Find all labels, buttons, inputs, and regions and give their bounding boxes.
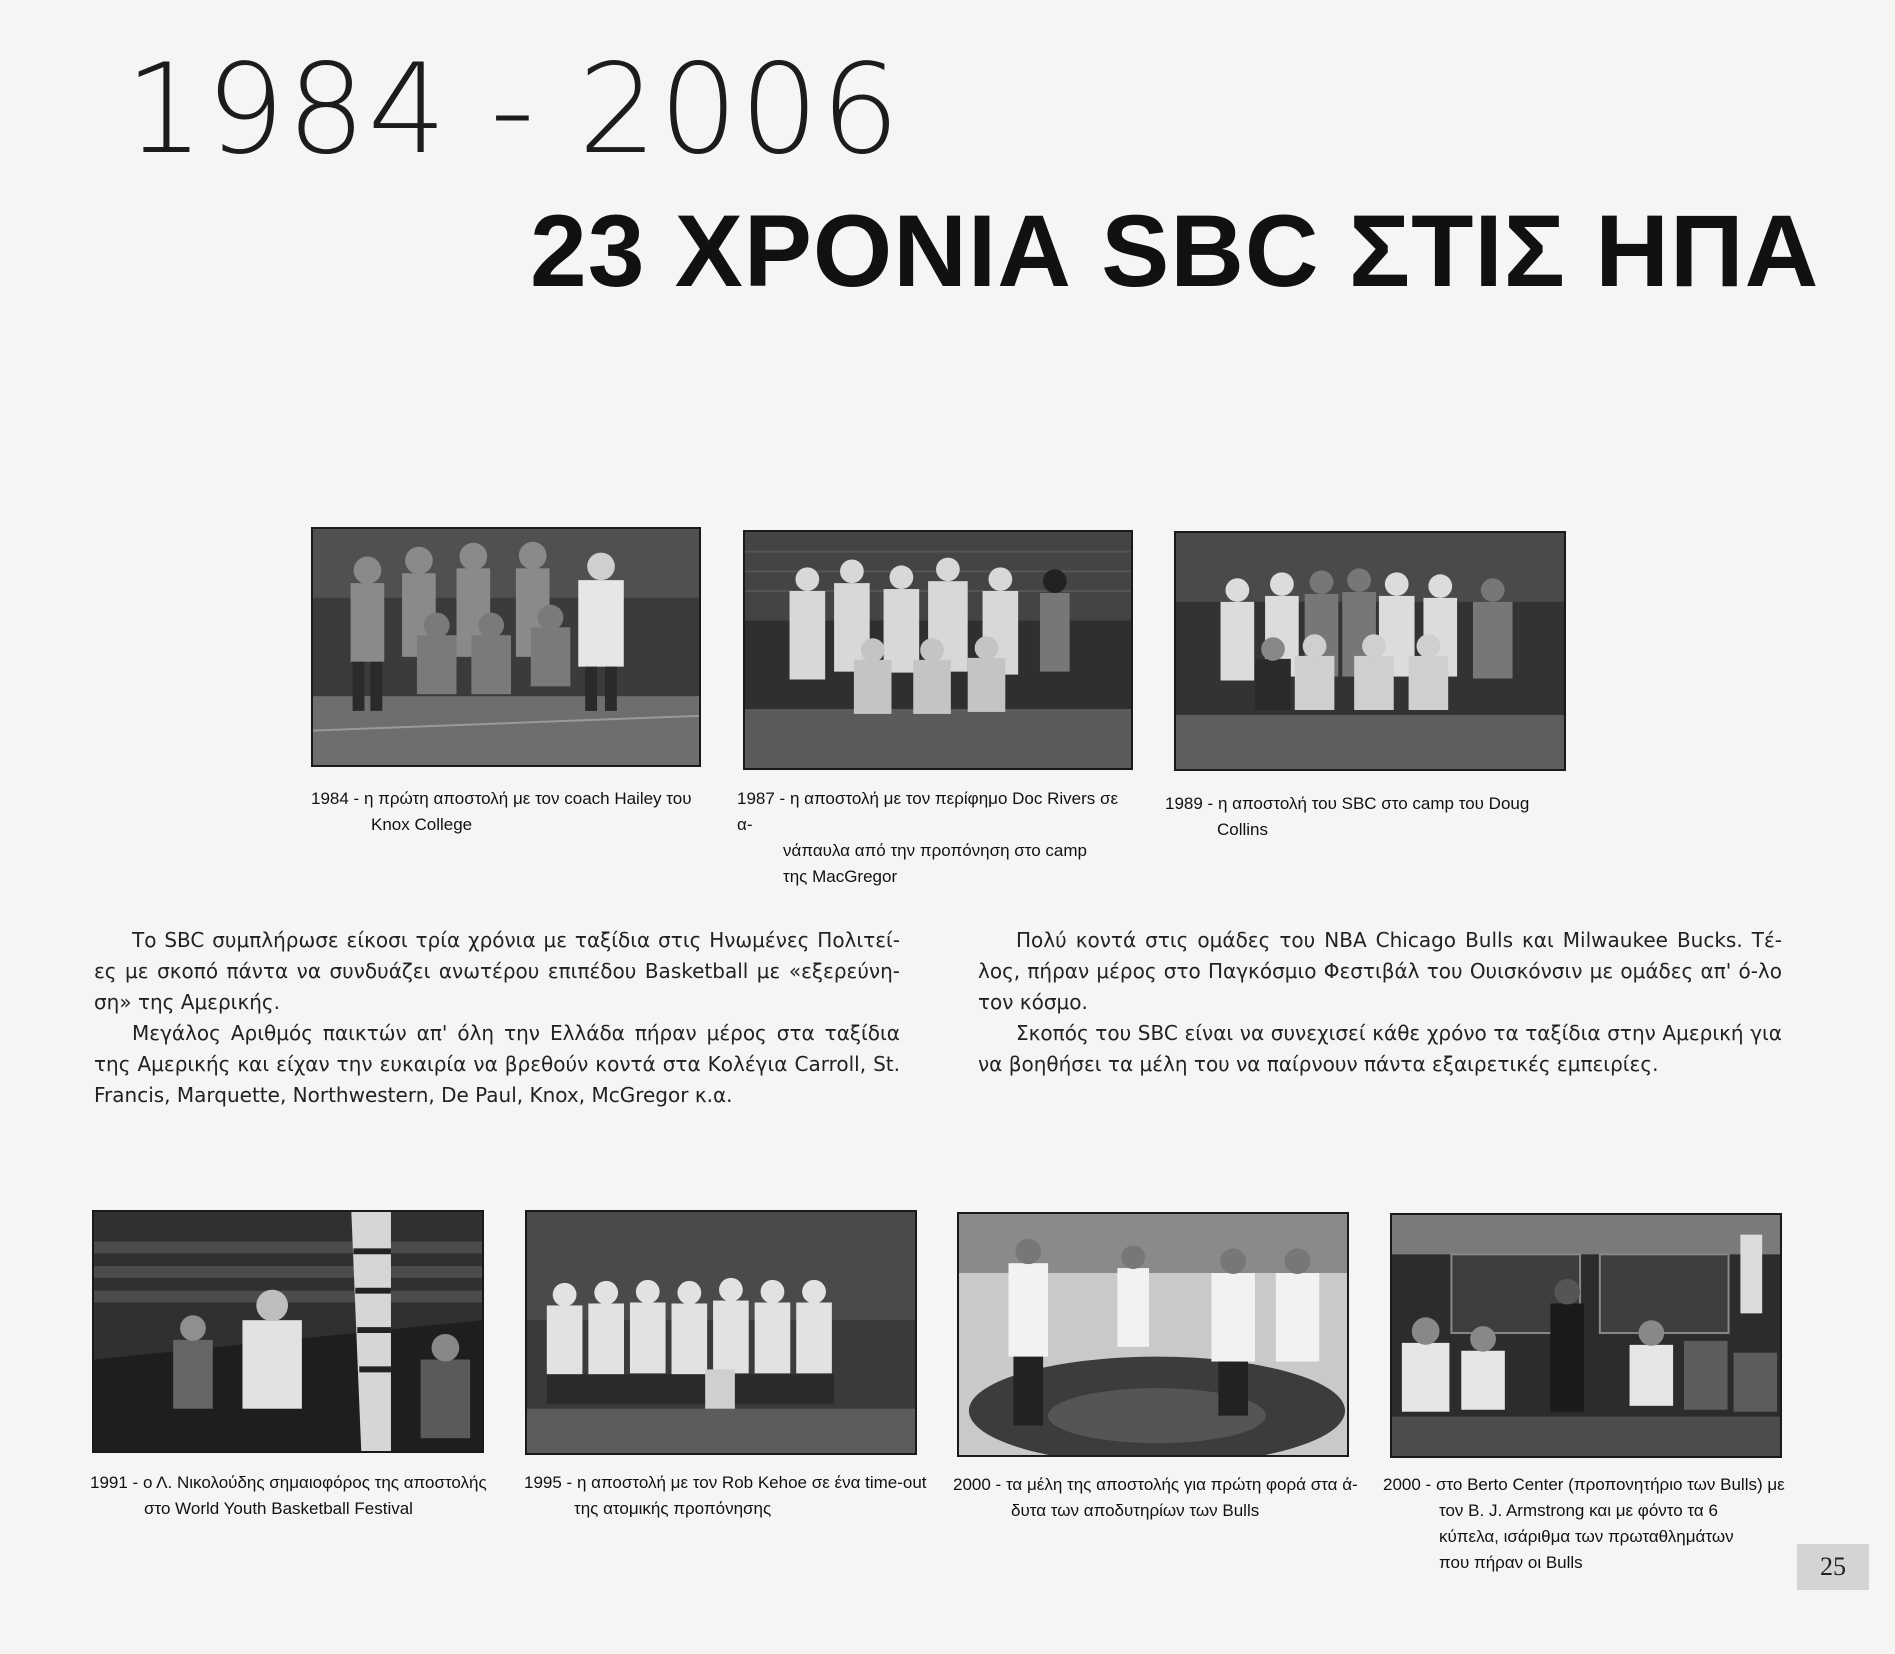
- caption-text-cont: δυτα των αποδυτηρίων των Bulls: [1011, 1501, 1260, 1520]
- caption-year: 1989 -: [1165, 794, 1214, 813]
- caption-year: 1995 -: [524, 1473, 573, 1492]
- caption-text: στο Berto Center (προπονητήριο των Bulls) με: [1435, 1475, 1785, 1494]
- body-paragraph: Πολύ κοντά στις ομάδες του NBA Chicago Bulls και Milwaukee Bucks. Τέ-λος, πήραν μέρος στο Παγκόσμιο Φεστιβάλ του Ουισκόνσιν με ομάδες απ' ό-λο τον κόσμο.: [978, 928, 1782, 1014]
- photo-2000-berto-center: [1390, 1213, 1782, 1458]
- body-paragraph: Το SBC συμπλήρωσε είκοσι τρία χρόνια με ταξίδια στις Ηνωμένες Πολιτεί-ες με σκοπό πάντα να συνδυάζει ανωτέρου επιπέδου Basketball με «εξερεύνη-ση» της Αμερικής.: [94, 928, 900, 1014]
- caption-text-cont: τον B. J. Armstrong και με φόντο τα 6 κύπελα, ισάριθμα των πρωταθλημάτων που πήραν οι Bulls: [1439, 1501, 1734, 1572]
- caption-text-cont: Knox College: [371, 815, 473, 834]
- body-paragraph: Σκοπός του SBC είναι να συνεχισεί κάθε χρόνο τα ταξίδια στην Αμερική για να βοηθήσει τα μέλη του να παίρνουν πάντα εξαιρετικές εμπειρίες.: [978, 1021, 1782, 1076]
- caption-text-cont: της ατομικής προπόνησης: [574, 1499, 772, 1518]
- caption-1989: [1165, 791, 1565, 843]
- caption-2000-locker-room: [953, 1472, 1363, 1524]
- photo-1991-flag-bearer: [92, 1210, 484, 1453]
- caption-text: η αποστολή του SBC στο camp του Doug: [1217, 794, 1530, 813]
- photo-1995-rob-kehoe: [525, 1210, 917, 1455]
- caption-year: 1987 -: [737, 789, 786, 808]
- body-paragraph: Μεγάλος Αριθμός παικτών απ' όλη την Ελλάδα πήραν μέρος στα ταξίδια της Αμερικής και είχαν την ευκαιρία να βρεθούν κοντά στα Κολέγια Carroll, St. Francis, Marquette, Northwestern, De Paul, Knox, McGregor κ.α.: [94, 1021, 900, 1107]
- body-column-left: [94, 925, 900, 1111]
- caption-year: 1991 -: [90, 1473, 139, 1492]
- caption-1991: [90, 1470, 510, 1522]
- page-title: 23 ΧΡΟΝΙΑ SBC ΣΤΙΣ ΗΠΑ: [530, 194, 1820, 308]
- years-heading: 1984 - 2006: [125, 38, 902, 182]
- caption-1984: [311, 786, 711, 838]
- photo-2000-bulls-locker-room: [957, 1212, 1349, 1457]
- caption-1995: [524, 1470, 944, 1522]
- caption-year: 2000 -: [1383, 1475, 1432, 1494]
- page-number: 25: [1797, 1544, 1869, 1590]
- caption-text-cont: νάπαυλα από την προπόνηση στο camp της MacGregor: [783, 841, 1087, 886]
- caption-text: ο Λ. Νικολούδης σημαιοφόρος της αποστολής: [142, 1473, 487, 1492]
- photo-1987-doc-rivers: [743, 530, 1133, 770]
- caption-year: 1984 -: [311, 789, 360, 808]
- photo-1984-team: [311, 527, 701, 767]
- caption-1987: [737, 786, 1137, 890]
- caption-text: η αποστολή με τον περίφημο Doc Rivers σε α-: [737, 789, 1119, 834]
- caption-text: η αποστολή με τον Rob Kehoe σε ένα time-out: [576, 1473, 927, 1492]
- caption-text: τα μέλη της αποστολής για πρώτη φορά στα ά-: [1005, 1475, 1358, 1494]
- caption-text-cont: στο World Youth Basketball Festival: [144, 1499, 413, 1518]
- caption-2000-berto-center: [1383, 1472, 1793, 1576]
- body-column-right: [978, 925, 1782, 1080]
- caption-text: η πρώτη αποστολή με τον coach Hailey του: [363, 789, 692, 808]
- photo-1989-doug-collins-camp: [1174, 531, 1566, 771]
- caption-text-cont: Collins: [1217, 820, 1269, 839]
- caption-year: 2000 -: [953, 1475, 1002, 1494]
